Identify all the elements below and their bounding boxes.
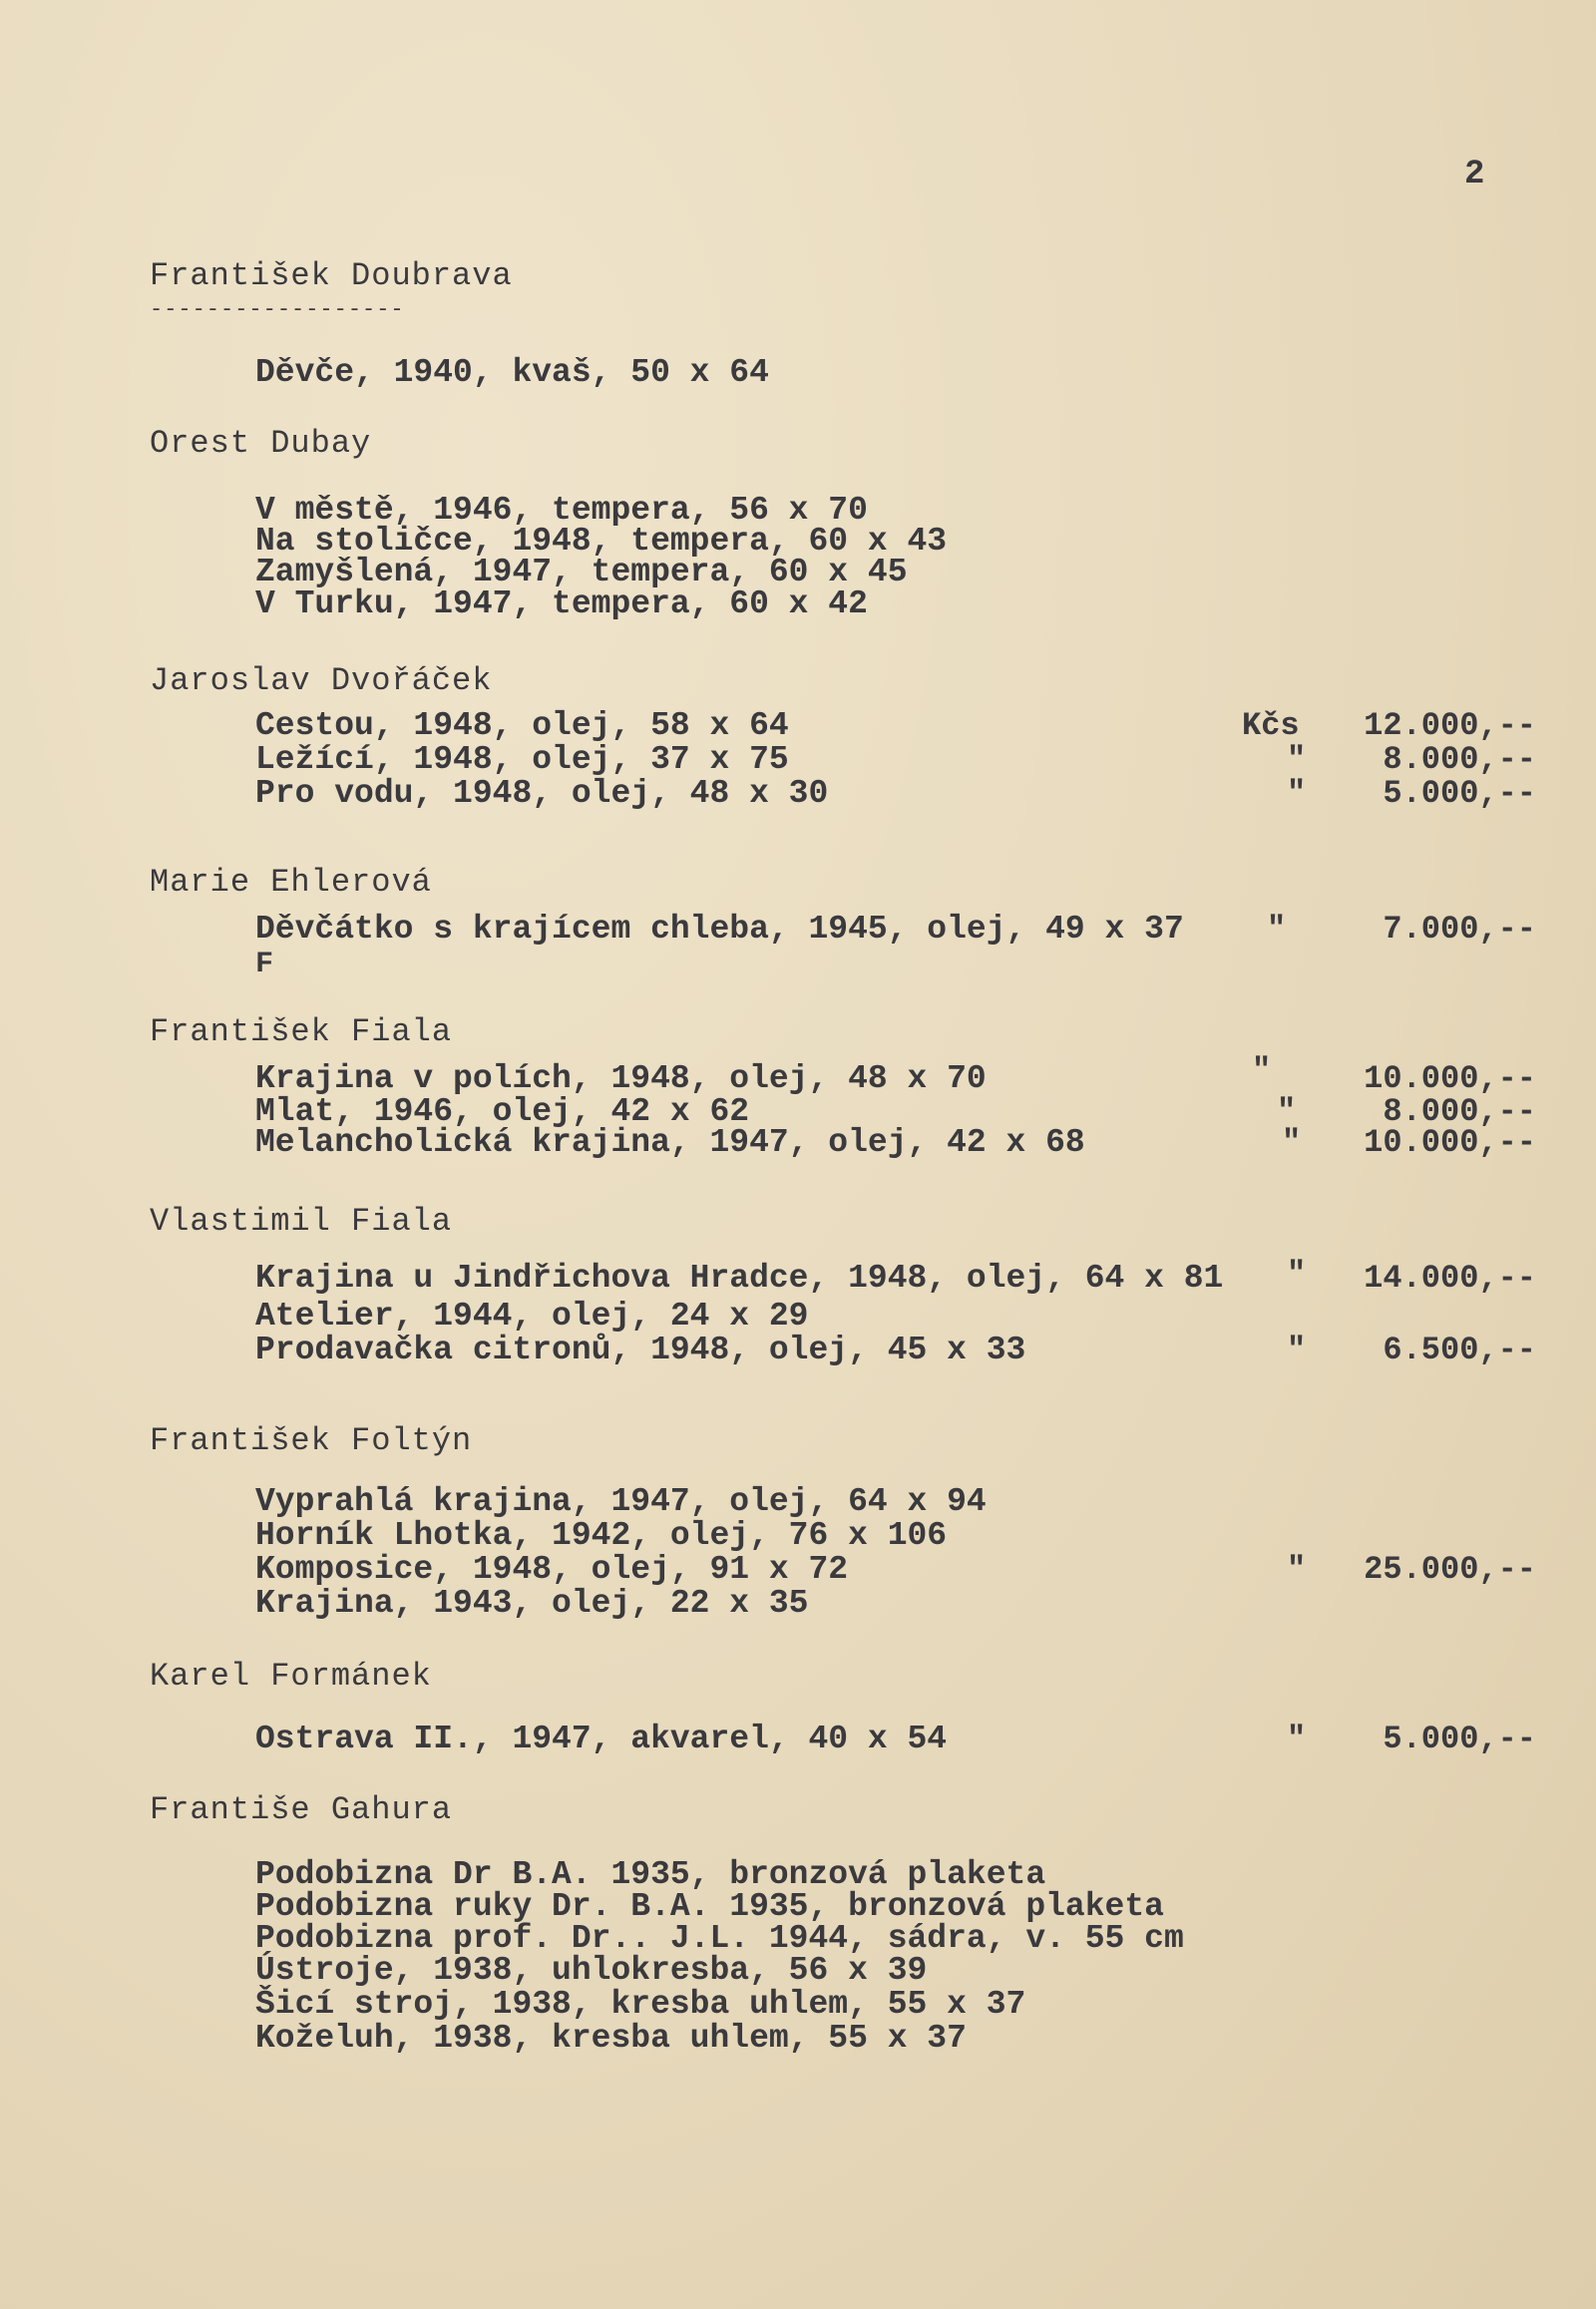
artwork-entry <box>255 912 1184 948</box>
ditto-mark: " <box>1267 911 1287 948</box>
artist-name: František Fiala <box>150 1013 453 1050</box>
artist-name: Karel Formánek <box>150 1658 432 1695</box>
artwork-title: Děvčátko s krajícem chleba, 1945, olej, 49 x 37 <box>255 911 1184 948</box>
artwork-title: Komposice, 1948, olej, 91 x 72 <box>255 1551 849 1588</box>
artwork-entry <box>255 1518 947 1554</box>
artwork-entry <box>255 1722 947 1757</box>
artwork-entry <box>255 1987 1025 2023</box>
ditto-mark: " <box>1277 1093 1297 1130</box>
ditto-mark: " <box>1287 1551 1307 1588</box>
artwork-entry <box>255 1484 987 1520</box>
artwork-entry <box>255 1333 1025 1368</box>
artwork-title: Krajina v polích, 1948, olej, 48 x 70 <box>255 1060 987 1097</box>
artwork-entry <box>255 2021 967 2057</box>
artist-name: František Doubrava <box>150 257 513 294</box>
page-number: 2 <box>1464 156 1485 193</box>
ditto-mark: " <box>1287 741 1307 778</box>
artwork-entry <box>255 1586 809 1622</box>
price-value: 14.000,-- <box>1364 1260 1536 1297</box>
ditto-mark: " <box>1287 1256 1307 1293</box>
artwork-title: V Turku, 1947, tempera, 60 x 42 <box>255 585 868 622</box>
artwork-title: Ostrava II., 1947, akvarel, 40 x 54 <box>255 1721 948 1757</box>
margin-mark: F <box>255 948 274 981</box>
price-value: 5.000,-- <box>1383 775 1536 812</box>
artist-name: Vlastimil Fiala <box>150 1203 453 1240</box>
artist-name: Jaroslav Dvořáček <box>150 662 493 699</box>
artwork-entry <box>255 1061 987 1097</box>
price-value: 8.000,-- <box>1383 1093 1536 1130</box>
artist-name: František Foltýn <box>150 1422 473 1459</box>
artwork-entry <box>255 776 828 812</box>
artwork-entry <box>255 742 789 778</box>
artwork-title: Krajina u Jindřichova Hradce, 1948, olej, 64 x 81 <box>255 1260 1224 1297</box>
artwork-entry <box>255 586 868 622</box>
ditto-mark: " <box>1287 1721 1307 1757</box>
artwork-entry <box>255 708 789 744</box>
price-value: 5.000,-- <box>1383 1721 1536 1757</box>
artwork-title: Šicí stroj, 1938, kresba uhlem, 55 x 37 <box>255 1986 1026 2023</box>
artwork-title: Pro vodu, 1948, olej, 48 x 30 <box>255 775 829 812</box>
ditto-mark: " <box>1252 1052 1272 1089</box>
artwork-entry <box>255 1261 1223 1297</box>
artist-name: Františe Gahura <box>150 1791 453 1828</box>
artwork-title: Krajina, 1943, olej, 22 x 35 <box>255 1585 809 1622</box>
price-value: 10.000,-- <box>1364 1124 1536 1161</box>
artwork-entry <box>255 1125 1085 1161</box>
artwork-title: Podobizna ruky Dr. B.A. 1935, bronzová plaketa <box>255 1888 1164 1925</box>
artwork-title: Podobizna Dr B.A. 1935, bronzová plaketa <box>255 1856 1046 1893</box>
ditto-mark: " <box>1287 1332 1307 1368</box>
artwork-title: Prodavačka citronů, 1948, olej, 45 x 33 <box>255 1332 1026 1368</box>
price-value: 6.500,-- <box>1383 1332 1536 1368</box>
price-value: 10.000,-- <box>1364 1060 1536 1097</box>
artwork-title: Ústroje, 1938, uhlokresba, 56 x 39 <box>255 1952 928 1989</box>
artwork-title: Ležící, 1948, olej, 37 x 75 <box>255 741 789 778</box>
artwork-title: Podobizna prof. Dr.. J.L. 1944, sádra, v. 55 cm <box>255 1920 1184 1957</box>
artwork-title: Děvče, 1940, kvaš, 50 x 64 <box>255 354 769 391</box>
artwork-title: Na stoličce, 1948, tempera, 60 x 43 <box>255 523 948 560</box>
artwork-title: Koželuh, 1938, kresba uhlem, 55 x 37 <box>255 2020 967 2057</box>
ditto-mark: " <box>1287 775 1307 812</box>
artwork-entry <box>255 1552 848 1588</box>
artwork-title: V městě, 1946, tempera, 56 x 70 <box>255 492 868 529</box>
price-value: 12.000,-- <box>1364 707 1536 744</box>
artwork-title: Cestou, 1948, olej, 58 x 64 <box>255 707 789 744</box>
currency-label: Kčs <box>1242 707 1300 744</box>
artwork-title: Atelier, 1944, olej, 24 x 29 <box>255 1298 809 1335</box>
price-value: 8.000,-- <box>1383 741 1536 778</box>
artwork-title: Horník Lhotka, 1942, olej, 76 x 106 <box>255 1517 948 1554</box>
artwork-title: Melancholická krajina, 1947, olej, 42 x 68 <box>255 1124 1085 1161</box>
artwork-title: Zamyšlená, 1947, tempera, 60 x 45 <box>255 554 908 590</box>
artwork-entry <box>255 355 769 391</box>
artist-name: Orest Dubay <box>150 425 372 462</box>
artwork-title: Vyprahlá krajina, 1947, olej, 64 x 94 <box>255 1483 987 1520</box>
artwork-entry <box>255 1953 927 1989</box>
artist-underline: ------------------ <box>150 297 405 322</box>
artwork-title: Mlat, 1946, olej, 42 x 62 <box>255 1093 750 1130</box>
artwork-entry <box>255 1299 809 1335</box>
ditto-mark: " <box>1282 1124 1302 1161</box>
price-value: 7.000,-- <box>1383 911 1536 948</box>
price-value: 25.000,-- <box>1364 1551 1536 1588</box>
artist-name: Marie Ehlerová <box>150 864 432 901</box>
